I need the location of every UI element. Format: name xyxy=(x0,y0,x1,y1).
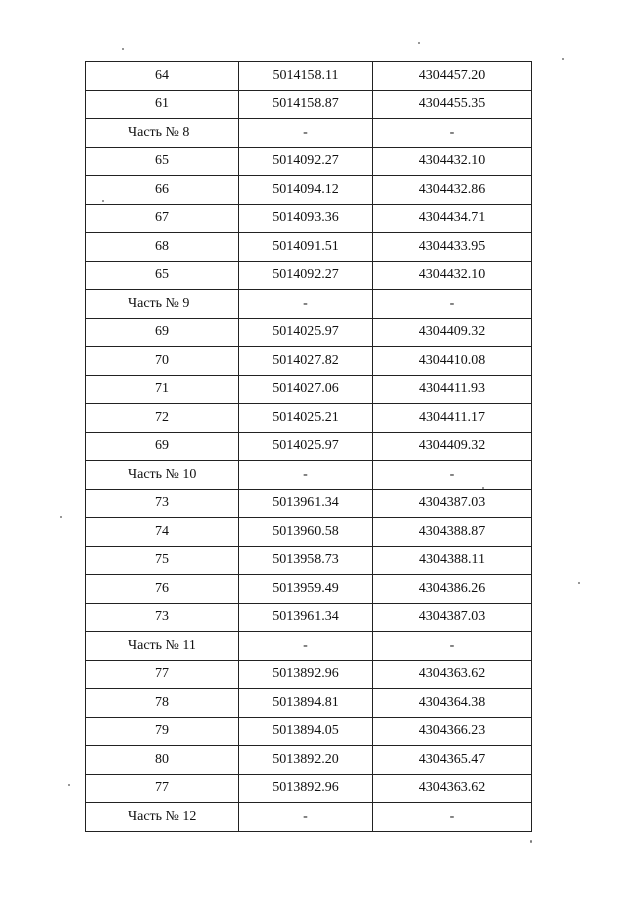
section-dash-cell: - xyxy=(239,632,373,661)
y-coordinate-cell: 4304365.47 xyxy=(373,746,532,775)
x-coordinate-cell: 5013959.49 xyxy=(239,575,373,604)
y-coordinate-cell: 4304387.03 xyxy=(373,603,532,632)
y-coordinate-cell: 4304434.71 xyxy=(373,204,532,233)
section-row xyxy=(86,290,532,319)
table-row xyxy=(86,176,532,205)
point-number-cell: 64 xyxy=(86,62,239,91)
table-row xyxy=(86,347,532,376)
point-number-cell: 68 xyxy=(86,233,239,262)
table-row xyxy=(86,233,532,262)
x-coordinate-cell: 5014025.21 xyxy=(239,404,373,433)
table-row xyxy=(86,518,532,547)
point-number-cell: 72 xyxy=(86,404,239,433)
y-coordinate-cell: 4304363.62 xyxy=(373,774,532,803)
point-number-cell: 65 xyxy=(86,261,239,290)
y-coordinate-cell: 4304364.38 xyxy=(373,689,532,718)
section-dash-cell: - xyxy=(373,119,532,148)
coordinates-table-body xyxy=(86,62,532,832)
x-coordinate-cell: 5014025.97 xyxy=(239,432,373,461)
scan-speck xyxy=(562,58,564,60)
section-dash-cell: - xyxy=(373,461,532,490)
section-label-cell: Часть № 8 xyxy=(86,119,239,148)
x-coordinate-cell: 5014092.27 xyxy=(239,261,373,290)
point-number-cell: 65 xyxy=(86,147,239,176)
point-number-cell: 69 xyxy=(86,318,239,347)
y-coordinate-cell: 4304387.03 xyxy=(373,489,532,518)
section-dash-cell: - xyxy=(373,290,532,319)
point-number-cell: 79 xyxy=(86,717,239,746)
table-row xyxy=(86,717,532,746)
table-row xyxy=(86,689,532,718)
x-coordinate-cell: 5013958.73 xyxy=(239,546,373,575)
point-number-cell: 69 xyxy=(86,432,239,461)
section-label-cell: Часть № 12 xyxy=(86,803,239,832)
scan-speck xyxy=(102,200,104,202)
x-coordinate-cell: 5014158.11 xyxy=(239,62,373,91)
x-coordinate-cell: 5013961.34 xyxy=(239,489,373,518)
scan-speck xyxy=(68,784,70,786)
table-row xyxy=(86,489,532,518)
table-row xyxy=(86,404,532,433)
coordinates-table xyxy=(85,61,532,832)
section-dash-cell: - xyxy=(239,803,373,832)
section-dash-cell: - xyxy=(373,803,532,832)
point-number-cell: 77 xyxy=(86,774,239,803)
x-coordinate-cell: 5014094.12 xyxy=(239,176,373,205)
scan-speck xyxy=(418,42,420,44)
y-coordinate-cell: 4304455.35 xyxy=(373,90,532,119)
section-row xyxy=(86,632,532,661)
scan-speck xyxy=(122,48,124,50)
point-number-cell: 73 xyxy=(86,489,239,518)
x-coordinate-cell: 5013892.20 xyxy=(239,746,373,775)
scan-speck xyxy=(482,487,484,489)
x-coordinate-cell: 5014025.97 xyxy=(239,318,373,347)
x-coordinate-cell: 5013961.34 xyxy=(239,603,373,632)
point-number-cell: 66 xyxy=(86,176,239,205)
y-coordinate-cell: 4304457.20 xyxy=(373,62,532,91)
x-coordinate-cell: 5014027.06 xyxy=(239,375,373,404)
table-row xyxy=(86,575,532,604)
table-row xyxy=(86,204,532,233)
y-coordinate-cell: 4304388.87 xyxy=(373,518,532,547)
section-row xyxy=(86,119,532,148)
x-coordinate-cell: 5013892.96 xyxy=(239,660,373,689)
point-number-cell: 75 xyxy=(86,546,239,575)
section-dash-cell: - xyxy=(239,461,373,490)
point-number-cell: 70 xyxy=(86,347,239,376)
y-coordinate-cell: 4304388.11 xyxy=(373,546,532,575)
y-coordinate-cell: 4304366.23 xyxy=(373,717,532,746)
scan-speck xyxy=(60,516,62,518)
table-row xyxy=(86,147,532,176)
scan-speck xyxy=(530,840,532,843)
point-number-cell: 61 xyxy=(86,90,239,119)
section-label-cell: Часть № 9 xyxy=(86,290,239,319)
table-row xyxy=(86,660,532,689)
x-coordinate-cell: 5014093.36 xyxy=(239,204,373,233)
section-dash-cell: - xyxy=(373,632,532,661)
table-row xyxy=(86,90,532,119)
x-coordinate-cell: 5013960.58 xyxy=(239,518,373,547)
table-row xyxy=(86,318,532,347)
x-coordinate-cell: 5014092.27 xyxy=(239,147,373,176)
point-number-cell: 76 xyxy=(86,575,239,604)
point-number-cell: 67 xyxy=(86,204,239,233)
point-number-cell: 78 xyxy=(86,689,239,718)
y-coordinate-cell: 4304411.17 xyxy=(373,404,532,433)
table-row xyxy=(86,774,532,803)
x-coordinate-cell: 5014158.87 xyxy=(239,90,373,119)
y-coordinate-cell: 4304411.93 xyxy=(373,375,532,404)
scan-speck xyxy=(578,582,580,584)
y-coordinate-cell: 4304432.86 xyxy=(373,176,532,205)
table-row xyxy=(86,432,532,461)
table-row xyxy=(86,746,532,775)
x-coordinate-cell: 5014027.82 xyxy=(239,347,373,376)
y-coordinate-cell: 4304386.26 xyxy=(373,575,532,604)
table-row xyxy=(86,261,532,290)
y-coordinate-cell: 4304409.32 xyxy=(373,432,532,461)
y-coordinate-cell: 4304433.95 xyxy=(373,233,532,262)
point-number-cell: 80 xyxy=(86,746,239,775)
y-coordinate-cell: 4304409.32 xyxy=(373,318,532,347)
table-row xyxy=(86,62,532,91)
section-row xyxy=(86,461,532,490)
point-number-cell: 74 xyxy=(86,518,239,547)
table-row xyxy=(86,546,532,575)
point-number-cell: 71 xyxy=(86,375,239,404)
y-coordinate-cell: 4304410.08 xyxy=(373,347,532,376)
section-label-cell: Часть № 11 xyxy=(86,632,239,661)
section-row xyxy=(86,803,532,832)
point-number-cell: 77 xyxy=(86,660,239,689)
section-dash-cell: - xyxy=(239,119,373,148)
y-coordinate-cell: 4304432.10 xyxy=(373,261,532,290)
x-coordinate-cell: 5013894.05 xyxy=(239,717,373,746)
table-row xyxy=(86,603,532,632)
section-dash-cell: - xyxy=(239,290,373,319)
y-coordinate-cell: 4304432.10 xyxy=(373,147,532,176)
x-coordinate-cell: 5013892.96 xyxy=(239,774,373,803)
section-label-cell: Часть № 10 xyxy=(86,461,239,490)
table-row xyxy=(86,375,532,404)
y-coordinate-cell: 4304363.62 xyxy=(373,660,532,689)
x-coordinate-cell: 5014091.51 xyxy=(239,233,373,262)
point-number-cell: 73 xyxy=(86,603,239,632)
x-coordinate-cell: 5013894.81 xyxy=(239,689,373,718)
